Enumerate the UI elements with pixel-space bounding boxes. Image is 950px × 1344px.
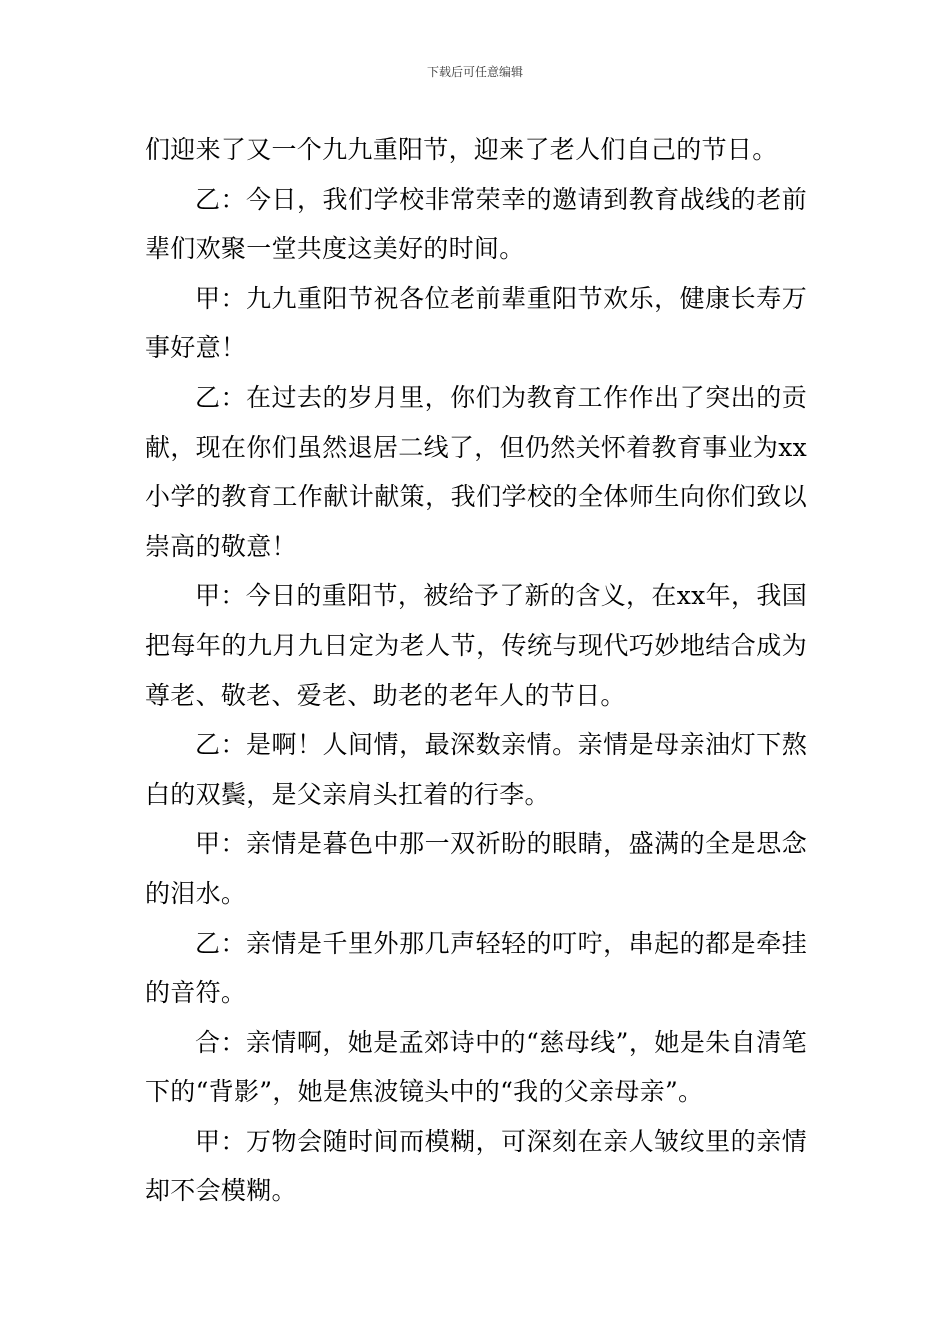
document-body	[145, 125, 807, 1216]
paragraph-1: 们迎来了又一个九九重阳节，迎来了老人们自己的节日。	[145, 135, 778, 164]
paragraph-6: 乙：是啊！人间情，最深数亲情。亲情是母亲油灯下熬白的双鬓，是父亲肩头扛着的行李。	[145, 730, 807, 809]
paragraph-10: 甲：万物会随时间而模糊，可深刻在亲人皱纹里的亲情却不会模糊。	[145, 1126, 807, 1206]
paragraph-2: 乙：今日，我们学校非常荣幸的邀请到教育战线的老前辈们欢聚一堂共度这美好的时间。	[145, 184, 807, 264]
paragraph-7: 甲：亲情是暮色中那一双祈盼的眼睛，盛满的全是思念的泪水。	[145, 829, 807, 908]
page-header: 下载后可任意编辑	[426, 65, 523, 79]
paragraph-8: 乙：亲情是千里外那几声轻轻的叮咛，串起的都是牵挂的音符。	[145, 928, 807, 1008]
paragraph-3: 甲：九九重阳节祝各位老前辈重阳节欢乐，健康长寿万事好意！	[145, 283, 807, 363]
paragraph-9: 合：亲情啊，她是孟郊诗中的“慈母线”，她是朱自清笔下的“背影”，她是焦波镜头中的“我的父亲母亲”。	[145, 1027, 807, 1107]
paragraph-5: 甲：今日的重阳节，被给予了新的含义，在xx年，我国把每年的九月九日定为老人节，传统与现代巧妙地结合成为尊老、敬老、爱老、助老的老年人的节日。	[145, 581, 807, 710]
paragraph-4: 乙：在过去的岁月里，你们为教育工作作出了突出的贡献，现在你们虽然退居二线了，但仍然关怀着教育事业为xx小学的教育工作献计献策，我们学校的全体师生向你们致以崇高的敬意！	[145, 382, 807, 561]
